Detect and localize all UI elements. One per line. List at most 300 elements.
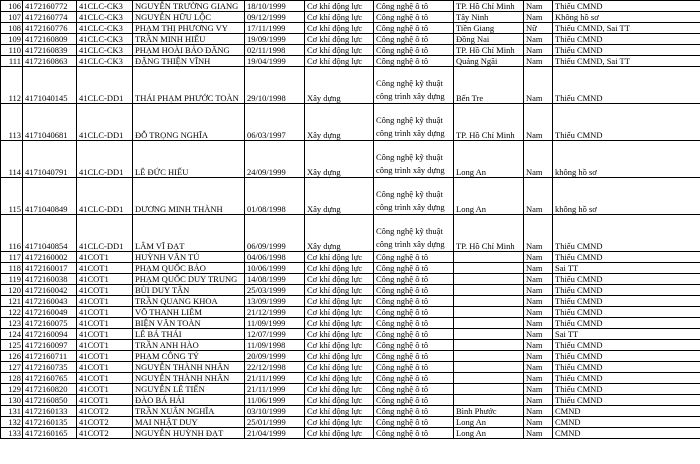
note-cell: Thiếu CMND bbox=[553, 34, 700, 45]
student-id-cell: 4172160075 bbox=[23, 318, 77, 329]
hometown-cell: Bến Tre bbox=[454, 67, 524, 104]
faculty-cell: Cơ khí động lực bbox=[305, 340, 374, 351]
gender-cell: Nam bbox=[524, 351, 553, 362]
student-name-cell: LÊ BÁ THÁI bbox=[133, 329, 245, 340]
student-name-cell: NGUYỄN HUỲNH ĐẠT bbox=[133, 428, 245, 439]
row-number-cell: 115 bbox=[1, 178, 23, 215]
major-cell: Công nghệ ô tô bbox=[374, 329, 454, 340]
row-number-cell: 126 bbox=[1, 351, 23, 362]
gender-cell: Nam bbox=[524, 340, 553, 351]
table-row bbox=[1, 285, 700, 296]
hometown-cell bbox=[454, 373, 524, 384]
major-cell: Công nghệ ô tô bbox=[374, 395, 454, 406]
note-cell: Thiếu CMND, Sai TT bbox=[553, 23, 700, 34]
note-cell: Thiếu CMND bbox=[553, 45, 700, 56]
birth-date-cell: 06/03/1997 bbox=[245, 104, 305, 141]
table-row bbox=[1, 329, 700, 340]
table-row bbox=[1, 362, 700, 373]
class-code-cell: 41COT1 bbox=[77, 274, 133, 285]
birth-date-cell: 29/10/1998 bbox=[245, 67, 305, 104]
major-cell: Công nghệ ô tô bbox=[374, 406, 454, 417]
note-cell: CMND bbox=[553, 428, 700, 439]
note-cell: Thiếu CMND bbox=[553, 373, 700, 384]
class-code-cell: 41CLC-CK3 bbox=[77, 12, 133, 23]
class-code-cell: 41COT2 bbox=[77, 428, 133, 439]
gender-cell: Nam bbox=[524, 307, 553, 318]
student-id-cell: 4172160042 bbox=[23, 285, 77, 296]
class-code-cell: 41COT1 bbox=[77, 318, 133, 329]
gender-cell: Nam bbox=[524, 1, 553, 12]
class-code-cell: 41COT1 bbox=[77, 329, 133, 340]
major-cell: Công nghệ kỹ thuật công trình xây dựng bbox=[374, 104, 454, 141]
hometown-cell bbox=[454, 252, 524, 263]
table-row bbox=[1, 56, 700, 67]
gender-cell: Nam bbox=[524, 45, 553, 56]
student-id-cell: 4172160017 bbox=[23, 263, 77, 274]
class-code-cell: 41CLC-DD1 bbox=[77, 67, 133, 104]
student-name-cell: LÊ ĐỨC HIẾU bbox=[133, 141, 245, 178]
gender-cell: Nữ bbox=[524, 23, 553, 34]
student-name-cell: MAI NHẬT DUY bbox=[133, 417, 245, 428]
hometown-cell: TP. Hồ Chí Minh bbox=[454, 215, 524, 252]
hometown-cell: TP. Hồ Chí Minh bbox=[454, 45, 524, 56]
birth-date-cell: 02/11/1998 bbox=[245, 45, 305, 56]
table-row bbox=[1, 1, 700, 12]
major-cell: Công nghệ ô tô bbox=[374, 45, 454, 56]
major-cell: Công nghệ ô tô bbox=[374, 384, 454, 395]
birth-date-cell: 21/12/1999 bbox=[245, 307, 305, 318]
faculty-cell: Cơ khí động lực bbox=[305, 45, 374, 56]
major-cell: Công nghệ kỹ thuật công trình xây dựng bbox=[374, 215, 454, 252]
row-number-cell: 121 bbox=[1, 296, 23, 307]
faculty-cell: Cơ khí động lực bbox=[305, 263, 374, 274]
gender-cell: Nam bbox=[524, 141, 553, 178]
faculty-cell: Cơ khí động lực bbox=[305, 12, 374, 23]
birth-date-cell: 13/09/1999 bbox=[245, 296, 305, 307]
major-cell: Công nghệ ô tô bbox=[374, 12, 454, 23]
gender-cell: Nam bbox=[524, 285, 553, 296]
class-code-cell: 41COT1 bbox=[77, 296, 133, 307]
student-id-cell: 4172160839 bbox=[23, 45, 77, 56]
birth-date-cell: 25/01/1999 bbox=[245, 417, 305, 428]
gender-cell: Nam bbox=[524, 362, 553, 373]
row-number-cell: 120 bbox=[1, 285, 23, 296]
row-number-cell: 123 bbox=[1, 318, 23, 329]
student-id-cell: 4172160774 bbox=[23, 12, 77, 23]
major-cell: Công nghệ ô tô bbox=[374, 34, 454, 45]
class-code-cell: 41COT1 bbox=[77, 362, 133, 373]
gender-cell: Nam bbox=[524, 34, 553, 45]
table-row bbox=[1, 384, 700, 395]
student-id-cell: 4172160165 bbox=[23, 428, 77, 439]
gender-cell: Nam bbox=[524, 329, 553, 340]
note-cell: không hồ sơ bbox=[553, 141, 700, 178]
note-cell: Thiếu CMND bbox=[553, 351, 700, 362]
row-number-cell: 128 bbox=[1, 373, 23, 384]
gender-cell: Nam bbox=[524, 373, 553, 384]
student-name-cell: TRẦN MINH HIẾU bbox=[133, 34, 245, 45]
class-code-cell: 41COT1 bbox=[77, 252, 133, 263]
major-cell: Công nghệ ô tô bbox=[374, 307, 454, 318]
hometown-cell: Long An bbox=[454, 178, 524, 215]
birth-date-cell: 25/03/1999 bbox=[245, 285, 305, 296]
major-cell: Công nghệ ô tô bbox=[374, 351, 454, 362]
class-code-cell: 41COT2 bbox=[77, 406, 133, 417]
row-number-cell: 130 bbox=[1, 395, 23, 406]
faculty-cell: Cơ khí động lực bbox=[305, 373, 374, 384]
hometown-cell bbox=[454, 362, 524, 373]
table-row bbox=[1, 215, 700, 252]
gender-cell: Nam bbox=[524, 67, 553, 104]
hometown-cell: Tiền Giang bbox=[454, 23, 524, 34]
faculty-cell: Xây dựng bbox=[305, 178, 374, 215]
faculty-cell: Cơ khí động lực bbox=[305, 274, 374, 285]
row-number-cell: 119 bbox=[1, 274, 23, 285]
class-code-cell: 41COT1 bbox=[77, 285, 133, 296]
table-row bbox=[1, 428, 700, 439]
table-row bbox=[1, 318, 700, 329]
row-number-cell: 107 bbox=[1, 12, 23, 23]
gender-cell: Nam bbox=[524, 384, 553, 395]
birth-date-cell: 14/08/1999 bbox=[245, 274, 305, 285]
major-cell: Công nghệ ô tô bbox=[374, 373, 454, 384]
table-row bbox=[1, 34, 700, 45]
note-cell: Không hồ sơ bbox=[553, 12, 700, 23]
note-cell: Thiếu CMND bbox=[553, 1, 700, 12]
hometown-cell: Long An bbox=[454, 417, 524, 428]
table-row bbox=[1, 417, 700, 428]
note-cell: Thiếu CMND bbox=[553, 384, 700, 395]
faculty-cell: Cơ khí động lực bbox=[305, 329, 374, 340]
hometown-cell bbox=[454, 384, 524, 395]
table-row bbox=[1, 45, 700, 56]
class-code-cell: 41CLC-CK3 bbox=[77, 34, 133, 45]
student-id-cell: 4172160820 bbox=[23, 384, 77, 395]
student-name-cell: ĐỖ TRỌNG NGHĨA bbox=[133, 104, 245, 141]
student-name-cell: BÙI DUY TÂN bbox=[133, 285, 245, 296]
birth-date-cell: 18/10/1999 bbox=[245, 1, 305, 12]
note-cell: CMND bbox=[553, 417, 700, 428]
hometown-cell: Quảng Ngãi bbox=[454, 56, 524, 67]
major-cell: Công nghệ kỹ thuật công trình xây dựng bbox=[374, 141, 454, 178]
birth-date-cell: 11/06/1999 bbox=[245, 395, 305, 406]
gender-cell: Nam bbox=[524, 104, 553, 141]
hometown-cell: TP. Hồ Chí Minh bbox=[454, 1, 524, 12]
class-code-cell: 41CLC-CK3 bbox=[77, 56, 133, 67]
birth-date-cell: 11/09/1998 bbox=[245, 340, 305, 351]
student-name-cell: NGUYỄN LÊ TIẾN bbox=[133, 384, 245, 395]
student-name-cell: LÂM VĨ ĐẠT bbox=[133, 215, 245, 252]
faculty-cell: Xây dựng bbox=[305, 67, 374, 104]
hometown-cell bbox=[454, 307, 524, 318]
student-name-cell: NGUYỄN TRƯỜNG GIANG bbox=[133, 1, 245, 12]
table-row bbox=[1, 104, 700, 141]
faculty-cell: Xây dựng bbox=[305, 215, 374, 252]
student-name-cell: PHẠM QUỐC DUY TRUNG bbox=[133, 274, 245, 285]
row-number-cell: 112 bbox=[1, 67, 23, 104]
student-name-cell: NGUYỄN THÀNH NHÂN bbox=[133, 373, 245, 384]
row-number-cell: 117 bbox=[1, 252, 23, 263]
hometown-cell bbox=[454, 263, 524, 274]
birth-date-cell: 19/04/1999 bbox=[245, 56, 305, 67]
table-row bbox=[1, 296, 700, 307]
birth-date-cell: 17/11/1999 bbox=[245, 23, 305, 34]
hometown-cell: Bình Phước bbox=[454, 406, 524, 417]
student-id-cell: 4172160038 bbox=[23, 274, 77, 285]
class-code-cell: 41COT1 bbox=[77, 373, 133, 384]
student-name-cell: TRẦN QUANG KHOA bbox=[133, 296, 245, 307]
student-id-cell: 4172160850 bbox=[23, 395, 77, 406]
row-number-cell: 129 bbox=[1, 384, 23, 395]
table-row bbox=[1, 263, 700, 274]
note-cell: Thiếu CMND bbox=[553, 252, 700, 263]
hometown-cell bbox=[454, 329, 524, 340]
major-cell: Công nghệ ô tô bbox=[374, 1, 454, 12]
student-id-cell: 4172160135 bbox=[23, 417, 77, 428]
note-cell: Sai TT bbox=[553, 329, 700, 340]
major-cell: Công nghệ ô tô bbox=[374, 340, 454, 351]
birth-date-cell: 19/09/1999 bbox=[245, 34, 305, 45]
class-code-cell: 41CLC-DD1 bbox=[77, 215, 133, 252]
table-row bbox=[1, 141, 700, 178]
student-id-cell: 4172160002 bbox=[23, 252, 77, 263]
student-id-cell: 4172160097 bbox=[23, 340, 77, 351]
birth-date-cell: 24/09/1999 bbox=[245, 141, 305, 178]
faculty-cell: Cơ khí động lực bbox=[305, 56, 374, 67]
gender-cell: Nam bbox=[524, 263, 553, 274]
table-row bbox=[1, 406, 700, 417]
major-cell: Công nghệ ô tô bbox=[374, 252, 454, 263]
faculty-cell: Cơ khí động lực bbox=[305, 362, 374, 373]
gender-cell: Nam bbox=[524, 12, 553, 23]
row-number-cell: 131 bbox=[1, 406, 23, 417]
row-number-cell: 124 bbox=[1, 329, 23, 340]
major-cell: Công nghệ ô tô bbox=[374, 274, 454, 285]
birth-date-cell: 01/08/1998 bbox=[245, 178, 305, 215]
student-id-cell: 4172160765 bbox=[23, 373, 77, 384]
table-row bbox=[1, 252, 700, 263]
hometown-cell: Long An bbox=[454, 141, 524, 178]
birth-date-cell: 03/10/1999 bbox=[245, 406, 305, 417]
major-cell: Công nghệ ô tô bbox=[374, 56, 454, 67]
student-id-cell: 4171040145 bbox=[23, 67, 77, 104]
note-cell: Thiếu CMND, Sai TT bbox=[553, 56, 700, 67]
faculty-cell: Cơ khí động lực bbox=[305, 23, 374, 34]
class-code-cell: 41COT1 bbox=[77, 340, 133, 351]
student-id-cell: 4172160863 bbox=[23, 56, 77, 67]
class-code-cell: 41COT1 bbox=[77, 384, 133, 395]
student-id-cell: 4172160049 bbox=[23, 307, 77, 318]
hometown-cell: Long An bbox=[454, 428, 524, 439]
gender-cell: Nam bbox=[524, 417, 553, 428]
gender-cell: Nam bbox=[524, 56, 553, 67]
row-number-cell: 125 bbox=[1, 340, 23, 351]
note-cell: Thiếu CMND bbox=[553, 307, 700, 318]
student-id-cell: 4171040849 bbox=[23, 178, 77, 215]
note-cell: Sai TT bbox=[553, 263, 700, 274]
gender-cell: Nam bbox=[524, 274, 553, 285]
table-row bbox=[1, 395, 700, 406]
row-number-cell: 132 bbox=[1, 417, 23, 428]
faculty-cell: Cơ khí động lực bbox=[305, 406, 374, 417]
student-name-cell: PHẠM THỊ PHƯƠNG VY bbox=[133, 23, 245, 34]
table-row bbox=[1, 178, 700, 215]
note-cell: Thiếu CMND bbox=[553, 395, 700, 406]
birth-date-cell: 06/09/1999 bbox=[245, 215, 305, 252]
note-cell: Thiếu CMND bbox=[553, 318, 700, 329]
faculty-cell: Cơ khí động lực bbox=[305, 428, 374, 439]
note-cell: không hồ sơ bbox=[553, 178, 700, 215]
student-name-cell: PHẠM QUỐC BẢO bbox=[133, 263, 245, 274]
student-id-cell: 4172160735 bbox=[23, 362, 77, 373]
student-id-cell: 4172160776 bbox=[23, 23, 77, 34]
row-number-cell: 116 bbox=[1, 215, 23, 252]
hometown-cell bbox=[454, 296, 524, 307]
table-row bbox=[1, 274, 700, 285]
student-id-cell: 4171040681 bbox=[23, 104, 77, 141]
student-id-cell: 4172160809 bbox=[23, 34, 77, 45]
major-cell: Công nghệ ô tô bbox=[374, 23, 454, 34]
student-name-cell: ĐẶNG THIỆN VĨNH bbox=[133, 56, 245, 67]
birth-date-cell: 11/09/1999 bbox=[245, 318, 305, 329]
faculty-cell: Cơ khí động lực bbox=[305, 384, 374, 395]
table-body bbox=[1, 1, 700, 439]
table-row bbox=[1, 12, 700, 23]
faculty-cell: Xây dựng bbox=[305, 141, 374, 178]
gender-cell: Nam bbox=[524, 318, 553, 329]
note-cell: Thiếu CMND bbox=[553, 340, 700, 351]
class-code-cell: 41CLC-DD1 bbox=[77, 178, 133, 215]
faculty-cell: Cơ khí động lực bbox=[305, 1, 374, 12]
hometown-cell bbox=[454, 318, 524, 329]
major-cell: Công nghệ ô tô bbox=[374, 417, 454, 428]
gender-cell: Nam bbox=[524, 395, 553, 406]
faculty-cell: Cơ khí động lực bbox=[305, 285, 374, 296]
student-name-cell: VÕ THANH LIÊM bbox=[133, 307, 245, 318]
birth-date-cell: 21/11/1999 bbox=[245, 373, 305, 384]
row-number-cell: 118 bbox=[1, 263, 23, 274]
faculty-cell: Cơ khí động lực bbox=[305, 307, 374, 318]
faculty-cell: Xây dựng bbox=[305, 104, 374, 141]
table-row bbox=[1, 373, 700, 384]
major-cell: Công nghệ kỹ thuật công trình xây dựng bbox=[374, 178, 454, 215]
hometown-cell: TP. Hồ Chí Minh bbox=[454, 104, 524, 141]
table-row bbox=[1, 351, 700, 362]
hometown-cell: Đồng Nai bbox=[454, 34, 524, 45]
row-number-cell: 114 bbox=[1, 141, 23, 178]
hometown-cell bbox=[454, 395, 524, 406]
gender-cell: Nam bbox=[524, 406, 553, 417]
note-cell: Thiếu CMND bbox=[553, 215, 700, 252]
row-number-cell: 106 bbox=[1, 1, 23, 12]
faculty-cell: Cơ khí động lực bbox=[305, 34, 374, 45]
birth-date-cell: 20/09/1999 bbox=[245, 351, 305, 362]
class-code-cell: 41CLC-CK3 bbox=[77, 23, 133, 34]
note-cell: Thiếu CMND bbox=[553, 274, 700, 285]
faculty-cell: Cơ khí động lực bbox=[305, 318, 374, 329]
student-id-cell: 4172160711 bbox=[23, 351, 77, 362]
major-cell: Công nghệ ô tô bbox=[374, 285, 454, 296]
major-cell: Công nghệ ô tô bbox=[374, 296, 454, 307]
row-number-cell: 113 bbox=[1, 104, 23, 141]
hometown-cell bbox=[454, 285, 524, 296]
note-cell: Thiếu CMND bbox=[553, 362, 700, 373]
row-number-cell: 127 bbox=[1, 362, 23, 373]
note-cell: Thiếu CMND bbox=[553, 296, 700, 307]
row-number-cell: 111 bbox=[1, 56, 23, 67]
class-code-cell: 41COT1 bbox=[77, 395, 133, 406]
class-code-cell: 41COT1 bbox=[77, 263, 133, 274]
gender-cell: Nam bbox=[524, 215, 553, 252]
class-code-cell: 41CLC-CK3 bbox=[77, 1, 133, 12]
class-code-cell: 41COT2 bbox=[77, 417, 133, 428]
hometown-cell bbox=[454, 351, 524, 362]
student-name-cell: BIỆN VĂN TOÀN bbox=[133, 318, 245, 329]
row-number-cell: 110 bbox=[1, 45, 23, 56]
student-name-cell: DƯƠNG MINH THÀNH bbox=[133, 178, 245, 215]
row-number-cell: 122 bbox=[1, 307, 23, 318]
student-name-cell: TRẦN ANH HÀO bbox=[133, 340, 245, 351]
major-cell: Công nghệ ô tô bbox=[374, 263, 454, 274]
hometown-cell: Tây Ninh bbox=[454, 12, 524, 23]
major-cell: Công nghệ ô tô bbox=[374, 428, 454, 439]
student-id-cell: 4172160772 bbox=[23, 1, 77, 12]
hometown-cell bbox=[454, 340, 524, 351]
faculty-cell: Cơ khí động lực bbox=[305, 351, 374, 362]
note-cell: Thiếu CMND bbox=[553, 104, 700, 141]
student-id-cell: 4171040854 bbox=[23, 215, 77, 252]
row-number-cell: 109 bbox=[1, 34, 23, 45]
birth-date-cell: 22/12/1998 bbox=[245, 362, 305, 373]
row-number-cell: 133 bbox=[1, 428, 23, 439]
faculty-cell: Cơ khí động lực bbox=[305, 417, 374, 428]
hometown-cell bbox=[454, 274, 524, 285]
faculty-cell: Cơ khí động lực bbox=[305, 296, 374, 307]
gender-cell: Nam bbox=[524, 178, 553, 215]
faculty-cell: Cơ khí động lực bbox=[305, 395, 374, 406]
class-code-cell: 41COT1 bbox=[77, 351, 133, 362]
gender-cell: Nam bbox=[524, 296, 553, 307]
gender-cell: Nam bbox=[524, 252, 553, 263]
birth-date-cell: 12/07/1999 bbox=[245, 329, 305, 340]
student-name-cell: TRẦN XUÂN NGHĨA bbox=[133, 406, 245, 417]
birth-date-cell: 10/06/1999 bbox=[245, 263, 305, 274]
class-code-cell: 41COT1 bbox=[77, 307, 133, 318]
gender-cell: Nam bbox=[524, 428, 553, 439]
table-row bbox=[1, 67, 700, 104]
row-number-cell: 108 bbox=[1, 23, 23, 34]
student-name-cell: ĐÀO BÁ HẢI bbox=[133, 395, 245, 406]
major-cell: Công nghệ ô tô bbox=[374, 318, 454, 329]
table-row bbox=[1, 340, 700, 351]
student-name-cell: NGUYỄN HỮU LỘC bbox=[133, 12, 245, 23]
major-cell: Công nghệ kỹ thuật công trình xây dựng bbox=[374, 67, 454, 104]
table-row bbox=[1, 23, 700, 34]
birth-date-cell: 21/04/1999 bbox=[245, 428, 305, 439]
student-id-cell: 4171040791 bbox=[23, 141, 77, 178]
student-id-cell: 4172160133 bbox=[23, 406, 77, 417]
student-name-cell: THÁI PHẠM PHƯỚC TOÀN bbox=[133, 67, 245, 104]
student-id-cell: 4172160094 bbox=[23, 329, 77, 340]
class-code-cell: 41CLC-DD1 bbox=[77, 141, 133, 178]
birth-date-cell: 09/12/1999 bbox=[245, 12, 305, 23]
student-name-cell: PHẠM HOÀI BẢO ĐĂNG bbox=[133, 45, 245, 56]
note-cell: Thiếu CMND bbox=[553, 285, 700, 296]
note-cell: CMND bbox=[553, 406, 700, 417]
student-name-cell: NGUYỄN THÀNH NHÂN bbox=[133, 362, 245, 373]
birth-date-cell: 04/06/1998 bbox=[245, 252, 305, 263]
class-code-cell: 41CLC-DD1 bbox=[77, 104, 133, 141]
